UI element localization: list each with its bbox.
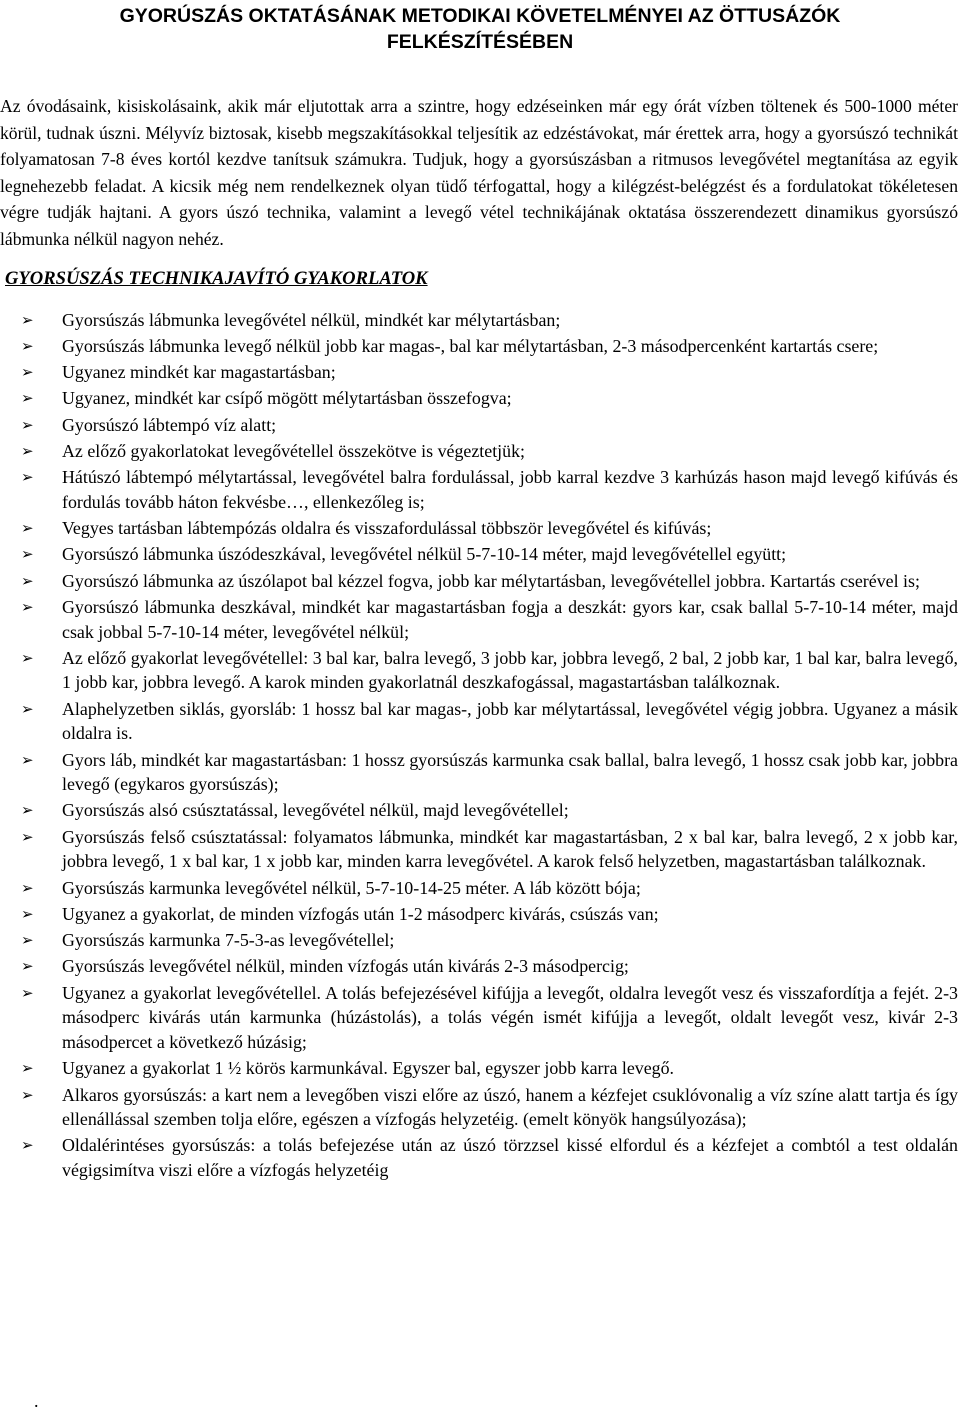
exercise-list-item (0, 595, 960, 644)
exercise-text: Ugyanez mindkét kar magastartásban; (62, 362, 336, 383)
exercise-text: Gyorsúszás felső csúsztatással: folyamatos lábmunka, mindkét kar magastartásban, 2 x bal kar, balra levegő, 2 x jobb kar, jobbra levegő, 1 x bal kar, 1 x jobb kar, minden karra levegővétel. A karok felső helyzetben, magastartásban találkoznak. (62, 826, 958, 872)
exercise-text: Ugyanez a gyakorlat, de minden vízfogás után 1-2 másodperc kivárás, csúszás van; (62, 903, 659, 924)
exercise-list-item (0, 465, 960, 514)
exercise-list-item (0, 902, 960, 927)
exercise-text: Alkaros gyorsúszás: a kart nem a levegőben viszi előre az úszó, hanem a kézfejet csuklóvonalig a víz színe alatt tartja és így ellenállással szemben tolja előre, egészen a vízfogás helyzetéig. (emelt könyök hangsúlyozása); (62, 1084, 958, 1130)
arrowhead-bullet-icon: ➢ (21, 878, 34, 897)
exercise-list-item (0, 334, 960, 359)
arrowhead-bullet-icon: ➢ (21, 801, 34, 820)
exercise-list-item (0, 954, 960, 979)
exercise-list-item (0, 1083, 960, 1132)
exercise-text: Ugyanez a gyakorlat levegővétellel. A tolás befejezésével kifújja a levegőt, oldalra levegőt vesz és visszafordítja a fejét. 2-3 másodperc kivárás után karmunka (húzástolás), a tolás végén ismét kifújja a levegőt, oldalt levegőt vesz, kivár 2-3 másodpercet a következő húzásig; (62, 982, 958, 1052)
exercise-list-item (0, 569, 960, 594)
exercise-text: Alaphelyzetben siklás, gyorsláb: 1 hossz bal kar magas-, jobb kar mélytartással, levegővétel végig jobbra. Ugyanez a másik oldalra is. (62, 698, 958, 744)
exercise-list-item (0, 748, 960, 797)
arrowhead-bullet-icon: ➢ (21, 750, 34, 769)
exercise-text: Gyorsúszó lábmunka az úszólapot bal kézzel fogva, jobb kar mélytartásban, levegővétellel jobbra. Kartartás cserével is; (62, 570, 920, 591)
arrowhead-bullet-icon: ➢ (21, 441, 34, 460)
intro-paragraph: Az óvodásaink, kisiskolásaink, akik már eljutottak arra a szintre, hogy edzéseinken már egy órát vízben töltenek és 500-1000 méter körül, tudnak úszni. Mélyvíz biztosak, kisebb megszakításokkal teljesítik az edzéstávokat, már érettek arra, hogy a gyorsúszó technikát folyamatosan 7-8 éves kortól kezdve tanítsuk számukra. Tudjuk, hogy a gyorsúszásban a ritmusos levegővétel megtanítása az egyik legnehezebb feladat. A kicsik még nem rendelkeznek olyan tüdő térfogattal, hogy a kilégzést-belégzést és a fordulatokat tökéletesen végre tudják hajtani. A gyors úszó technika, valamint a levegő vétel technikájának oktatása összerendezett dinamikus gyorsúszó lábmunka nélkül nagyon nehéz. (0, 96, 958, 249)
exercise-text: Az előző gyakorlatokat levegővétellel összekötve is végeztetjük; (62, 440, 525, 461)
arrowhead-bullet-icon: ➢ (21, 597, 34, 616)
section-title: GYORSÚSZÁS TECHNIKAJAVÍTÓ GYAKORLATOK (5, 267, 428, 289)
exercise-text: Gyorsúszás karmunka levegővétel nélkül, 5-7-10-14-25 méter. A láb között bója; (62, 877, 641, 898)
exercise-list-item (0, 308, 960, 333)
arrowhead-bullet-icon: ➢ (21, 389, 34, 408)
arrowhead-bullet-icon: ➢ (21, 519, 34, 538)
exercise-list-item (0, 876, 960, 901)
exercise-list-item (0, 360, 960, 385)
exercise-text: Gyorsúszás lábmunka levegővétel nélkül, mindkét kar mélytartásban; (62, 309, 561, 330)
arrowhead-bullet-icon: ➢ (21, 699, 34, 718)
exercise-list-item (0, 1133, 960, 1182)
exercise-text: Ugyanez a gyakorlat 1 ½ körös karmunkával. Egyszer bal, egyszer jobb karra levegő. (62, 1058, 675, 1079)
exercise-list (0, 308, 960, 1183)
arrowhead-bullet-icon: ➢ (21, 468, 34, 487)
arrowhead-bullet-icon: ➢ (21, 1059, 34, 1078)
arrowhead-bullet-icon: ➢ (21, 571, 34, 590)
arrowhead-bullet-icon: ➢ (21, 310, 34, 329)
exercise-text: Gyorsúszó lábmunka deszkával, mindkét kar magastartásban fogja a deszkát: gyors kar, csak ballal 5-7-10-14 méter, majd csak jobbal 5-7-10-14 méter, levegővétel nélkül; (62, 596, 958, 642)
exercise-text: Hátúszó lábtempó mélytartással, levegővétel balra fordulással, jobb karral kezdve 3 karhúzás hason majd levegő kifúvás és fordulás tovább háton fekvésbe…, ellenkezőleg is; (62, 467, 958, 512)
arrowhead-bullet-icon: ➢ (21, 1136, 34, 1155)
arrowhead-bullet-icon: ➢ (21, 931, 34, 950)
arrowhead-bullet-icon: ➢ (21, 415, 34, 434)
exercise-list-item (0, 798, 960, 823)
exercise-list-item (0, 1056, 960, 1081)
exercise-text: Gyorsúszó lábtempó víz alatt; (62, 414, 277, 435)
exercise-list-item (0, 439, 960, 464)
document-title (0, 0, 960, 55)
end-mark: . (34, 1391, 39, 1411)
exercise-list-item (0, 386, 960, 411)
exercise-text: Gyorsúszás alsó csúsztatással, levegővétel nélkül, majd levegővétellel; (62, 800, 569, 821)
exercise-text: Gyors láb, mindkét kar magastartásban: 1 hossz gyorsúszás karmunka csak ballal, balra levegő, 1 hossz csak jobb kar, jobbra levegő (egykaros gyorsúszás); (62, 749, 958, 795)
exercise-text: Gyorsúszás lábmunka levegő nélkül jobb kar magas-, bal kar mélytartásban, 2-3 másodpercenként kartartás csere; (62, 335, 879, 356)
exercise-list-item (0, 928, 960, 953)
exercise-text: Az előző gyakorlat levegővétellel: 3 bal kar, balra levegő, 3 jobb kar, jobbra levegő, 2 bal, 2 jobb kar, 1 bal kar, balra levegő, 1 jobb kar, jobbra levegő. A karok minden gyakorlatnál deszkafogással, magastartásban találkoznak. (62, 647, 958, 693)
exercise-list-item (0, 697, 960, 746)
exercise-list-item (0, 542, 960, 567)
exercise-text: Gyorsúszás karmunka 7-5-3-as levegővétellel; (62, 930, 395, 951)
exercise-list-item (0, 825, 960, 874)
exercise-text: Gyorsúszás levegővétel nélkül, minden vízfogás után kivárás 2-3 másodpercig; (62, 956, 629, 977)
arrowhead-bullet-icon: ➢ (21, 545, 34, 564)
arrowhead-bullet-icon: ➢ (21, 827, 34, 846)
arrowhead-bullet-icon: ➢ (21, 648, 34, 667)
exercise-text: Oldalérintéses gyorsúszás: a tolás befejezése után az úszó törzzsel kissé elfordul és a kézfejet a combtól a test oldalán végigsimítva viszi előre a vízfogás helyzetéig (62, 1135, 958, 1180)
arrowhead-bullet-icon: ➢ (21, 983, 34, 1002)
exercise-text: Ugyanez, mindkét kar csípő mögött mélytartásban összefogva; (62, 388, 512, 409)
exercise-list-item (0, 516, 960, 541)
exercise-list-item (0, 413, 960, 438)
arrowhead-bullet-icon: ➢ (21, 957, 34, 976)
exercise-text: Vegyes tartásban lábtempózás oldalra és visszafordulással többször levegővétel és kifúvás; (62, 518, 712, 539)
arrowhead-bullet-icon: ➢ (21, 363, 34, 382)
document-title-line-1: GYORÚSZÁS OKTATÁSÁNAK METODIKAI KÖVETELMÉNYEI AZ ÖTTUSÁZÓK (119, 5, 841, 27)
arrowhead-bullet-icon: ➢ (21, 336, 34, 355)
exercise-text: Gyorsúszó lábmunka úszódeszkával, levegővétel nélkül 5-7-10-14 méter, majd levegővétellel együtt; (62, 544, 787, 565)
arrowhead-bullet-icon: ➢ (21, 904, 34, 923)
exercise-list-item (0, 981, 960, 1055)
arrowhead-bullet-icon: ➢ (21, 1085, 34, 1104)
document-title-line-2: FELKÉSZÍTÉSÉBEN (386, 31, 574, 53)
exercise-list-item (0, 646, 960, 695)
